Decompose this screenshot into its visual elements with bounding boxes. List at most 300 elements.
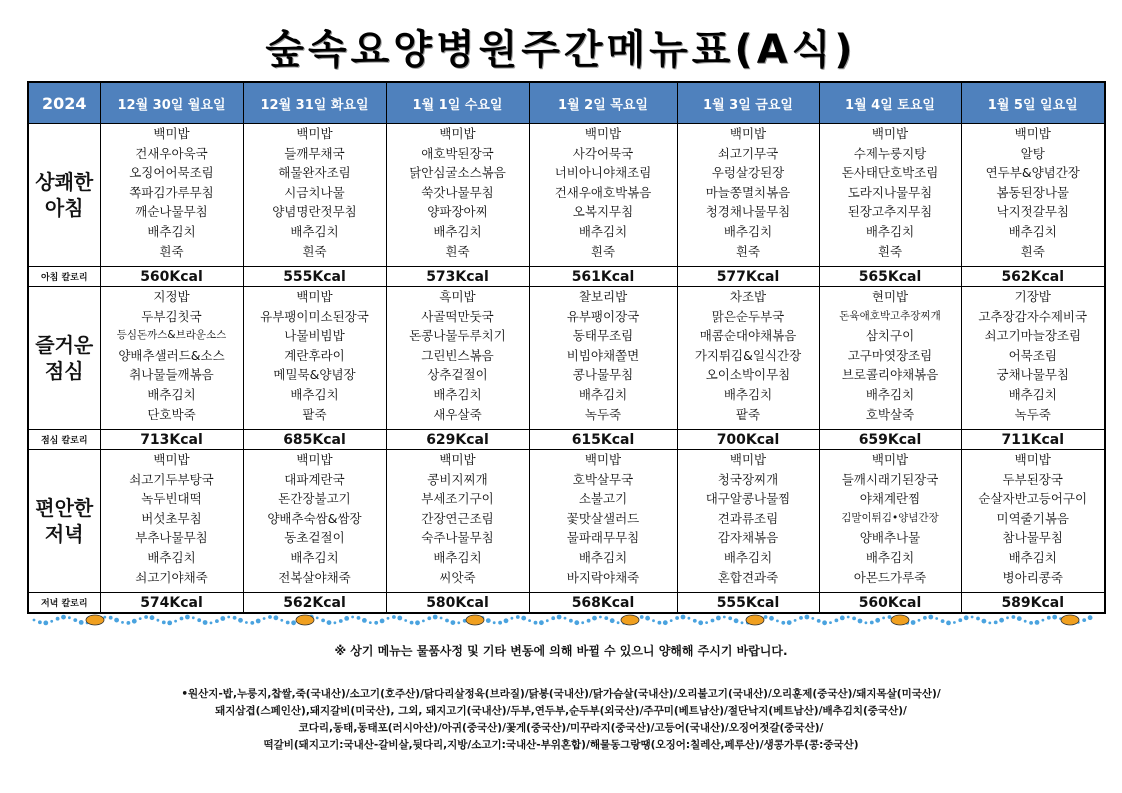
- wave-dot: [569, 619, 573, 623]
- menu-item: 돈콩나물두루치기: [409, 328, 506, 344]
- wave-dot: [875, 618, 880, 623]
- menu-item: 청경채나물무침: [705, 204, 791, 220]
- wave-dot: [799, 616, 803, 620]
- menu-item: 차조밥: [729, 289, 767, 304]
- menu-item: 바지락야채죽: [566, 569, 640, 585]
- day-menu-cell: [819, 287, 961, 430]
- wave-dot: [215, 619, 219, 623]
- wave-dot: [776, 620, 779, 623]
- wave-dot: [1029, 621, 1033, 625]
- menu-item: 닭안심굴소스볶음: [409, 165, 506, 181]
- menu-item: 대파계란국: [284, 471, 345, 487]
- day-menu-cell: [529, 450, 677, 593]
- menu-item: 쇠고기마늘장조림: [984, 328, 1082, 344]
- menu-item: 팥죽: [302, 406, 327, 422]
- day-menu-cell: [243, 287, 386, 430]
- menu-item: 녹두빈대떡: [141, 491, 202, 507]
- wave-dot: [781, 621, 785, 625]
- decorative-wave: [30, 612, 1100, 628]
- menu-item: 양념명란젓무침: [272, 204, 357, 220]
- wave-dot: [528, 619, 531, 622]
- menu-item: 흰죽: [159, 243, 184, 259]
- meal-row: [28, 124, 1105, 267]
- wave-dot: [280, 619, 283, 622]
- kcal-value: 711Kcal: [961, 430, 1105, 450]
- wave-dot: [546, 619, 549, 622]
- menu-item: 시금치나물: [284, 184, 345, 200]
- wave-dot: [640, 615, 644, 619]
- wave-dot: [139, 617, 142, 620]
- menu-item: 오복지무침: [572, 204, 634, 220]
- menu-item: 쇠고기무국: [717, 145, 779, 161]
- menu-item: 흰죽: [735, 243, 761, 259]
- wave-dot: [192, 616, 195, 619]
- year-header: 2024: [28, 82, 100, 124]
- menu-item: 찰보리밥: [578, 289, 628, 304]
- wave-dot: [918, 619, 921, 622]
- wave-dot: [516, 615, 520, 619]
- kcal-value: 700Kcal: [677, 430, 819, 450]
- wave-dot: [56, 617, 60, 621]
- wave-dot: [976, 617, 980, 621]
- day-menu-cell: [100, 450, 243, 593]
- kcal-label: 저녁 칼로리: [28, 593, 100, 614]
- wave-dot: [1047, 616, 1051, 620]
- wave-dot: [404, 619, 407, 622]
- wave-dot: [858, 619, 863, 624]
- menu-item: 백미밥: [439, 126, 476, 141]
- wave-dot: [263, 617, 266, 620]
- wave-dot: [953, 621, 956, 624]
- wave-dot: [599, 616, 602, 619]
- menu-item: 알탕: [1020, 145, 1045, 161]
- menu-item: 미역줄기볶음: [996, 510, 1069, 526]
- kcal-value: 561Kcal: [529, 267, 677, 287]
- menu-item: 매콤순대야채볶음: [699, 328, 797, 344]
- day-header: 1월 1일 수요일: [386, 82, 529, 124]
- kcal-value: 562Kcal: [961, 267, 1105, 287]
- menu-item: 동초겉절이: [284, 530, 345, 546]
- header-row: [28, 82, 1105, 124]
- wave-dot: [351, 616, 354, 619]
- menu-item: 유부팽이미소된장국: [260, 308, 369, 324]
- menu-item: 배추김치: [290, 386, 339, 402]
- wave-dot: [663, 620, 668, 625]
- wave-dot: [157, 619, 160, 622]
- kcal-row: [28, 430, 1105, 450]
- wave-dot: [1035, 620, 1040, 625]
- menu-item: 고구마엿장조림: [847, 347, 933, 363]
- wave-dot: [33, 619, 36, 622]
- kcal-label: 아침 칼로리: [28, 267, 100, 287]
- menu-item: 나물비빔밥: [284, 328, 345, 344]
- menu-item: 쇠고기야채죽: [135, 569, 208, 585]
- wave-dot: [1088, 615, 1093, 620]
- menu-item: 호박살죽: [865, 406, 915, 422]
- wave-dot: [415, 620, 420, 625]
- menu-item: 백미밥: [153, 452, 190, 467]
- menu-item: 백미밥: [729, 452, 767, 467]
- day-menu-cell: [819, 450, 961, 593]
- wave-dot: [764, 615, 768, 619]
- wave-dot: [256, 619, 261, 624]
- menu-item: 기장밥: [1014, 289, 1051, 304]
- menu-item: 수제누룽지탕: [853, 145, 927, 161]
- menu-item: 백미밥: [1014, 452, 1051, 467]
- menu-item: 고추장감자수제비국: [978, 308, 1088, 324]
- menu-item: 연두부&양념간장: [985, 165, 1080, 181]
- wave-dot: [941, 619, 945, 623]
- menu-item: 흰죽: [445, 243, 470, 259]
- menu-item: 돈육애호박고추장찌개: [839, 309, 941, 322]
- wave-dot: [971, 616, 974, 619]
- kcal-value: 629Kcal: [386, 430, 529, 450]
- wave-dot: [344, 616, 349, 621]
- fish-icon: [891, 615, 909, 625]
- wave-dot: [652, 619, 655, 622]
- menu-item: 비빔야채쫄면: [566, 347, 640, 363]
- wave-dot: [268, 615, 272, 619]
- wave-dot: [698, 620, 703, 625]
- wave-dot: [339, 619, 343, 623]
- wave-dot: [238, 618, 243, 623]
- wave-dot: [557, 615, 562, 620]
- wave-dot: [440, 617, 443, 620]
- wave-dot: [1082, 618, 1086, 622]
- wave-dot: [847, 616, 850, 619]
- wave-dot: [852, 617, 856, 621]
- wave-dot: [574, 620, 579, 625]
- wave-dot: [43, 621, 48, 626]
- notice-text: ※ 상기 메뉴는 물품사정 및 기타 변동에 의해 바뀔 수 있으니 양해해 주시기 바랍니다.: [334, 644, 788, 658]
- wave-dot: [50, 620, 53, 623]
- menu-item: 지정밥: [153, 289, 190, 304]
- kcal-value: 555Kcal: [677, 593, 819, 614]
- wave-dot: [521, 616, 526, 621]
- wave-dot: [486, 618, 491, 623]
- menu-item: 백미밥: [1014, 126, 1051, 141]
- menu-item: 백미밥: [296, 289, 333, 304]
- wave-dot: [203, 620, 208, 625]
- wave-dot: [1006, 616, 1009, 619]
- wave-dot: [888, 615, 892, 619]
- wave-dot: [109, 616, 113, 620]
- wave-dot: [587, 619, 591, 623]
- wave-dot: [493, 621, 496, 624]
- menu-item: 낙지젓갈무침: [996, 204, 1069, 220]
- menu-item: 백미밥: [296, 126, 333, 141]
- wave-dot: [286, 621, 290, 625]
- day-menu-cell: [100, 287, 243, 430]
- wave-dot: [769, 616, 774, 621]
- menu-item: 취나물들깨볶음: [129, 367, 214, 383]
- menu-item: 백미밥: [871, 126, 909, 141]
- wave-dot: [811, 617, 814, 620]
- kcal-value: 560Kcal: [100, 267, 243, 287]
- day-menu-cell: [243, 450, 386, 593]
- menu-item: 배추김치: [433, 386, 482, 402]
- menu-body: [28, 124, 1105, 614]
- fish-icon: [466, 615, 484, 625]
- wave-dot: [387, 617, 390, 620]
- wave-dot: [711, 619, 715, 623]
- wave-dot: [374, 621, 378, 625]
- menu-item: 건새우아욱국: [135, 145, 208, 161]
- kcal-value: 659Kcal: [819, 430, 961, 450]
- wave-dot: [551, 616, 555, 620]
- menu-item: 마늘쫑멸치볶음: [705, 184, 791, 200]
- wave-dot: [835, 619, 839, 623]
- menu-item: 버섯초무침: [141, 510, 202, 526]
- wave-dot: [433, 615, 438, 620]
- menu-item: 배추김치: [578, 549, 628, 565]
- wave-dot: [617, 621, 620, 624]
- menu-item: 혼합견과죽: [717, 569, 779, 585]
- wave-dot: [964, 615, 969, 620]
- wave-dot: [127, 621, 131, 625]
- wave-dot: [829, 621, 832, 624]
- menu-item: 배추김치: [865, 386, 915, 402]
- wave-dot: [723, 616, 726, 619]
- wave-dot: [511, 617, 514, 620]
- wave-dot: [794, 619, 797, 622]
- wave-dot: [316, 617, 319, 620]
- meal-label: 즐거운 점심: [28, 287, 100, 430]
- wave-dot: [705, 621, 708, 624]
- wave-dot: [870, 621, 874, 625]
- day-menu-cell: [961, 287, 1105, 430]
- menu-item: 단호박죽: [147, 406, 196, 422]
- menu-item: 유부팽이장국: [566, 308, 640, 324]
- kcal-value: 574Kcal: [100, 593, 243, 614]
- wave-dot: [498, 621, 502, 625]
- menu-item: 흰죽: [302, 243, 327, 259]
- day-menu-cell: [386, 287, 529, 430]
- kcal-value: 573Kcal: [386, 267, 529, 287]
- origin-info: [40, 686, 1082, 754]
- menu-item: 해물완자조림: [278, 165, 351, 181]
- wave-dot: [564, 617, 567, 620]
- menu-item: 배추김치: [147, 549, 196, 565]
- wave-dot: [604, 616, 608, 620]
- menu-item: 배추김치: [433, 549, 482, 565]
- wave-dot: [1042, 619, 1045, 622]
- wave-dot: [681, 615, 686, 620]
- day-header: 1월 4일 토요일: [819, 82, 961, 124]
- wave-dot: [451, 620, 456, 625]
- kcal-value: 555Kcal: [243, 267, 386, 287]
- day-header: 1월 2일 목요일: [529, 82, 677, 124]
- menu-item: 돈사태단호박조림: [841, 165, 939, 181]
- kcal-value: 580Kcal: [386, 593, 529, 614]
- menu-item: 호박살무국: [572, 471, 634, 487]
- menu-item: 숙주나물무침: [421, 530, 494, 546]
- wave-dot: [1024, 620, 1027, 623]
- origin-line: 코다리,동태,동태포(러시아산)/아귀(중국산)/꽃게(중국산)/미꾸라지(중국산)/고등어(국내산)/오징어젓갈(중국산)/: [298, 722, 824, 734]
- menu-item: 백미밥: [439, 452, 476, 467]
- wave-dot: [670, 619, 673, 622]
- menu-item: 사각어묵국: [572, 145, 634, 161]
- origin-line: 떡갈비(돼지고기:국내산-갈비살,뒷다리,지방/소고기:국내산-부위혼합)/해물동그랑땡(오징어:칠레산,페루산)/생콩가루(콩:중국산): [263, 739, 859, 751]
- wave-dot: [392, 615, 396, 619]
- wave-dot: [73, 618, 77, 622]
- menu-item: 부추나물무침: [135, 530, 208, 546]
- wave-dot: [185, 615, 190, 620]
- day-header: 1월 5일 일요일: [961, 82, 1105, 124]
- wave-dot: [688, 617, 691, 620]
- wave-dot: [150, 615, 155, 620]
- day-header: 12월 31일 화요일: [243, 82, 386, 124]
- kcal-value: 565Kcal: [819, 267, 961, 287]
- menu-item: 동태무조림: [572, 328, 634, 344]
- menu-item: 배추김치: [1008, 549, 1057, 565]
- menu-item: 가지튀김&일식간장: [694, 347, 802, 363]
- menu-item: 양배추나물: [859, 530, 921, 546]
- menu-item: 배추김치: [865, 223, 915, 239]
- menu-item: 야채계란찜: [859, 491, 921, 507]
- wave-dot: [1017, 616, 1022, 621]
- wave-dot: [817, 619, 821, 623]
- wave-dot: [787, 620, 792, 625]
- menu-item: 배추김치: [290, 223, 339, 239]
- day-menu-cell: [386, 124, 529, 267]
- menu-item: 순살자반고등어구이: [978, 491, 1088, 507]
- menu-item: 배추김치: [147, 386, 196, 402]
- menu-item: 양파장아찌: [427, 204, 488, 220]
- wave-dot: [174, 620, 177, 623]
- wave-dot: [144, 615, 148, 619]
- menu-item: 꽃맛살샐러드: [566, 510, 640, 526]
- menu-item: 백미밥: [153, 126, 190, 141]
- wave-dot: [999, 618, 1004, 623]
- menu-item: 들깨무채국: [284, 145, 345, 161]
- menu-item: 봄동된장나물: [996, 184, 1069, 200]
- origin-line: 돼지삼겹(스페인산),돼지갈비(미국산), 그외, 돼지고기(국내산)/두부,연두부,순두부(외국산)/주꾸미(베트남산)/절단낙지(베트남산)/배추김치(중국산)/: [215, 705, 907, 717]
- wave-dot: [132, 619, 137, 624]
- meal-row: [28, 450, 1105, 593]
- menu-item: 흰죽: [1020, 243, 1045, 259]
- wave-dot: [592, 616, 597, 621]
- menu-item: 배추김치: [290, 549, 339, 565]
- menu-item: 상추겉절이: [427, 367, 488, 383]
- wave-dot: [1012, 615, 1016, 619]
- menu-item: 콩비지찌개: [427, 471, 488, 487]
- wave-dot: [427, 616, 431, 620]
- menu-item: 배추김치: [723, 223, 773, 239]
- wave-dot: [911, 620, 916, 625]
- wave-dot: [958, 618, 962, 622]
- wave-dot: [245, 621, 248, 624]
- wave-dot: [539, 620, 544, 625]
- day-menu-cell: [100, 124, 243, 267]
- menu-item: 사골떡만둣국: [421, 308, 494, 324]
- kcal-label: 점심 칼로리: [28, 430, 100, 450]
- kcal-value: 713Kcal: [100, 430, 243, 450]
- menu-item: 궁채나물무침: [996, 367, 1069, 383]
- menu-item: 배추김치: [578, 223, 628, 239]
- kcal-row: [28, 267, 1105, 287]
- menu-item: 아몬드가루죽: [853, 569, 927, 585]
- wave-dot: [928, 615, 933, 620]
- fish-icon: [296, 615, 314, 625]
- menu-item: 맑은순두부국: [711, 308, 785, 324]
- menu-item: 녹두죽: [1014, 406, 1051, 422]
- wave-dot: [121, 621, 124, 624]
- wave-dot: [534, 621, 538, 625]
- menu-item: 배추김치: [578, 386, 628, 402]
- menu-item: 두부김칫국: [141, 308, 202, 324]
- kcal-value: 685Kcal: [243, 430, 386, 450]
- menu-item: 그린빈스볶음: [421, 347, 494, 363]
- wave-dot: [445, 619, 449, 623]
- menu-item: 백미밥: [729, 126, 767, 141]
- wave-dot: [822, 620, 827, 625]
- menu-item: 쇠고기두부탕국: [129, 471, 214, 487]
- fish-icon: [621, 615, 639, 625]
- menu-item: 쑥갓나물무침: [421, 184, 494, 200]
- menu-item: 배추김치: [1008, 386, 1057, 402]
- wave-dot: [38, 620, 42, 624]
- wave-dot: [581, 621, 584, 624]
- menu-item: 계란후라이: [284, 347, 345, 363]
- menu-item: 김말이튀김•양념간장: [841, 511, 939, 524]
- menu-item: 배추김치: [723, 549, 773, 565]
- menu-item: 백미밥: [584, 126, 622, 141]
- menu-item: 팥죽: [735, 406, 761, 422]
- wave-dot: [369, 621, 372, 624]
- menu-item: 견과류조림: [717, 510, 779, 526]
- wave-dot: [197, 618, 201, 622]
- kcal-row: [28, 593, 1105, 614]
- menu-item: 어묵조림: [1008, 347, 1057, 363]
- wave-dot: [946, 621, 951, 626]
- menu-item: 부세조기구이: [421, 491, 494, 507]
- wave-dot: [675, 616, 679, 620]
- menu-item: 병아리콩죽: [1002, 569, 1063, 585]
- kcal-value: 589Kcal: [961, 593, 1105, 614]
- wave-dot: [805, 615, 810, 620]
- meal-label: 편안한 저녁: [28, 450, 100, 593]
- day-menu-cell: [961, 450, 1105, 593]
- wave-dot: [362, 618, 367, 623]
- wave-dot: [693, 619, 697, 623]
- wave-dot: [167, 621, 172, 626]
- kcal-value: 568Kcal: [529, 593, 677, 614]
- wave-dot: [741, 621, 744, 624]
- day-header: 12월 30일 월요일: [100, 82, 243, 124]
- day-menu-cell: [677, 287, 819, 430]
- wave-dot: [994, 621, 998, 625]
- menu-item: 삼치구이: [865, 328, 915, 344]
- fish-icon: [746, 615, 764, 625]
- kcal-value: 577Kcal: [677, 267, 819, 287]
- menu-item: 배추김치: [723, 386, 773, 402]
- wave-dot: [734, 618, 739, 623]
- menu-item: 씨앗죽: [439, 569, 476, 585]
- menu-item: 된장고추지무침: [847, 204, 933, 220]
- day-menu-cell: [243, 124, 386, 267]
- menu-item: 도라지나물무침: [847, 184, 933, 200]
- menu-item: 애호박된장국: [421, 145, 494, 161]
- wave-dot: [79, 620, 84, 625]
- menu-item: 현미밥: [871, 289, 909, 304]
- menu-item: 배추김치: [433, 223, 482, 239]
- day-header: 1월 3일 금요일: [677, 82, 819, 124]
- menu-item: 우렁살강된장: [711, 165, 785, 181]
- wave-dot: [1052, 615, 1057, 620]
- menu-item: 감자채볶음: [717, 530, 779, 546]
- menu-item: 대구알콩나물찜: [705, 491, 791, 507]
